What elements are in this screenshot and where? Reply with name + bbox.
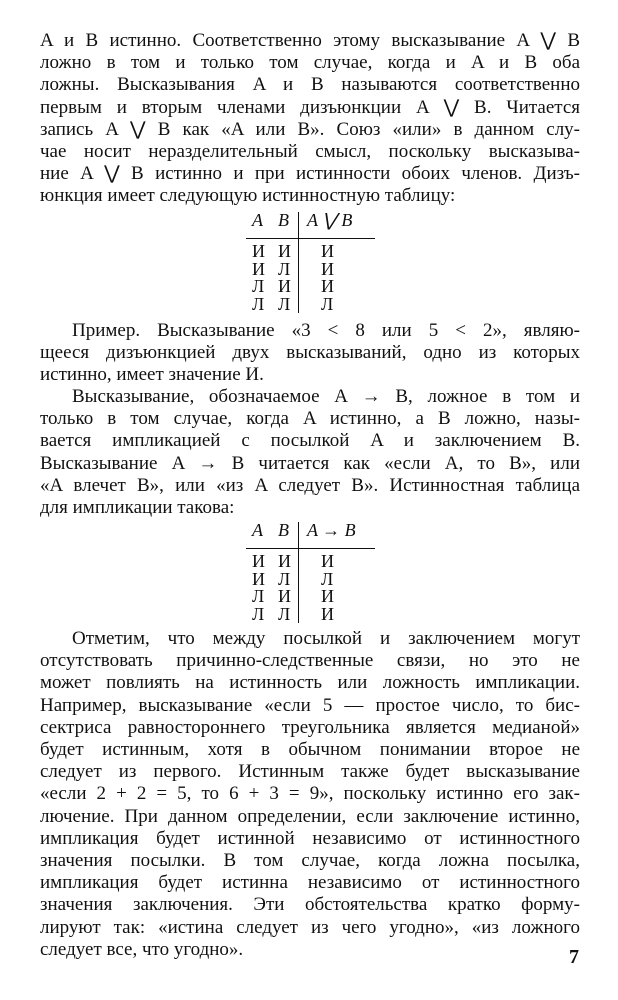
table-cell: И bbox=[321, 241, 334, 261]
table-row bbox=[246, 606, 375, 624]
text-line: значения заключения. Эти обстоятельства кратко форму- bbox=[40, 894, 580, 916]
text-line: для импликации такова: bbox=[40, 497, 235, 519]
text-line: только в том случае, когда A истинно, а B ложно, назы- bbox=[40, 408, 580, 430]
table-row bbox=[246, 239, 375, 261]
table-cell: Л bbox=[252, 293, 265, 314]
table-cell: И bbox=[252, 551, 265, 571]
text-line: щееся дизъюнкцией двух высказываний, одно из которых bbox=[40, 342, 580, 364]
table-cell: Л bbox=[321, 568, 334, 589]
table-header: B bbox=[278, 212, 299, 239]
paragraph-implication-remarks bbox=[40, 628, 580, 961]
table-cell: И bbox=[278, 239, 299, 261]
text-line: может повлиять на истинность или ложность импликации. bbox=[40, 672, 580, 694]
table-cell: И bbox=[321, 276, 334, 297]
table-cell: И bbox=[321, 551, 334, 571]
table-cell: И bbox=[252, 568, 265, 589]
text-line: импликация будет истинна независимо от истинностного bbox=[40, 872, 580, 894]
paragraph-disjunction-definition bbox=[40, 30, 580, 208]
text-line: ложны. Высказывания A и B называются соответственно bbox=[40, 74, 580, 96]
page-number: 7 bbox=[569, 946, 579, 968]
table-row bbox=[246, 549, 375, 571]
table-cell: И bbox=[252, 241, 265, 261]
text-line: лируют так: «истина следует из чего угодно», «из ложного bbox=[40, 916, 580, 938]
truth-table-disjunction bbox=[246, 212, 375, 313]
table-header: A bbox=[246, 212, 278, 239]
table-row bbox=[246, 278, 375, 296]
truth-table-implication bbox=[246, 522, 375, 623]
text-line: чае носит неразделительный смысл, поскольку высказыва- bbox=[40, 141, 580, 163]
text-line: юнкция имеет следующую истинностную таблицу: bbox=[40, 185, 456, 207]
text-line: следует все, что угодно». bbox=[40, 938, 244, 960]
text-line: первым и вторым членами дизъюнкции A ⋁ B. Читается bbox=[40, 96, 580, 118]
text-line: лючение. При данном определении, если заключение истинно, bbox=[40, 805, 580, 827]
text-line: следует из первого. Истинным также будет высказывание bbox=[40, 761, 580, 783]
text-line: Высказывание, обозначаемое A → B, ложное в том и bbox=[72, 386, 580, 407]
table-row bbox=[246, 571, 375, 589]
text-line: запись A ⋁ B как «A или B». Союз «или» в данном слу- bbox=[40, 118, 580, 140]
text-line: импликация будет истинной независимо от истинностного bbox=[40, 827, 580, 849]
table-cell: И bbox=[321, 603, 334, 624]
paragraph-disjunction-example bbox=[40, 320, 580, 387]
text-line: Отметим, что между посылкой и заключением могут bbox=[72, 628, 580, 649]
table-cell: Л bbox=[321, 293, 334, 314]
table-header: A ⋁ B bbox=[299, 212, 376, 239]
table-header: A bbox=[246, 522, 278, 549]
table-cell: И bbox=[278, 588, 299, 606]
text-line: вается импликацией с посылкой A и заключением B. bbox=[40, 430, 580, 452]
table-row bbox=[246, 296, 375, 314]
table-header: A → B bbox=[299, 522, 376, 549]
table-cell: И bbox=[252, 258, 265, 279]
table-row bbox=[246, 588, 375, 606]
table-cell: Л bbox=[278, 571, 299, 589]
text-line: будет истинным, хотя в обычном понимании второе не bbox=[40, 739, 580, 761]
table-cell: Л bbox=[278, 606, 299, 624]
table-cell: Л bbox=[252, 586, 265, 607]
text-line: истинно, имеет значение И. bbox=[40, 364, 264, 386]
text-line: Высказывание A → B читается как «если A, то B», или bbox=[40, 452, 580, 474]
table-row bbox=[246, 261, 375, 279]
table-cell: Л bbox=[252, 276, 265, 297]
text-line: значения посылки. В том случае, когда ложна посылка, bbox=[40, 850, 580, 872]
text-line: «A влечет B», или «из A следует B». Истинностная таблица bbox=[40, 474, 580, 496]
text-line: A и B истинно. Соответственно этому высказывание A ⋁ B bbox=[40, 30, 580, 51]
table-header-row bbox=[246, 522, 375, 549]
paragraph-implication-definition bbox=[40, 386, 580, 519]
table-cell: И bbox=[321, 258, 334, 279]
text-line: «если 2 + 2 = 5, то 6 + 3 = 9», поскольку истинно его зак- bbox=[40, 783, 580, 805]
text-line: Например, высказывание «если 5 — простое число, то бис- bbox=[40, 694, 580, 716]
table-cell: Л bbox=[278, 261, 299, 279]
table-header-row bbox=[246, 212, 375, 239]
table-cell: Л bbox=[278, 296, 299, 314]
table-cell: И bbox=[278, 549, 299, 571]
table-cell: И bbox=[321, 586, 334, 607]
text-line: сектриса равностороннего треугольника является медианой» bbox=[40, 716, 580, 738]
text-line: Пример. Высказывание «3 < 8 или 5 < 2», являю- bbox=[72, 320, 580, 341]
table-cell: И bbox=[278, 278, 299, 296]
text-line: отсутствовать причинно-следственные связи, но это не bbox=[40, 650, 580, 672]
table-header: B bbox=[278, 522, 299, 549]
table-cell: Л bbox=[252, 603, 265, 624]
text-line: ложно в том и только том случае, когда и A и B оба bbox=[40, 52, 580, 74]
text-line: ние A ⋁ B истинно и при истинности обоих членов. Дизъ- bbox=[40, 163, 580, 185]
